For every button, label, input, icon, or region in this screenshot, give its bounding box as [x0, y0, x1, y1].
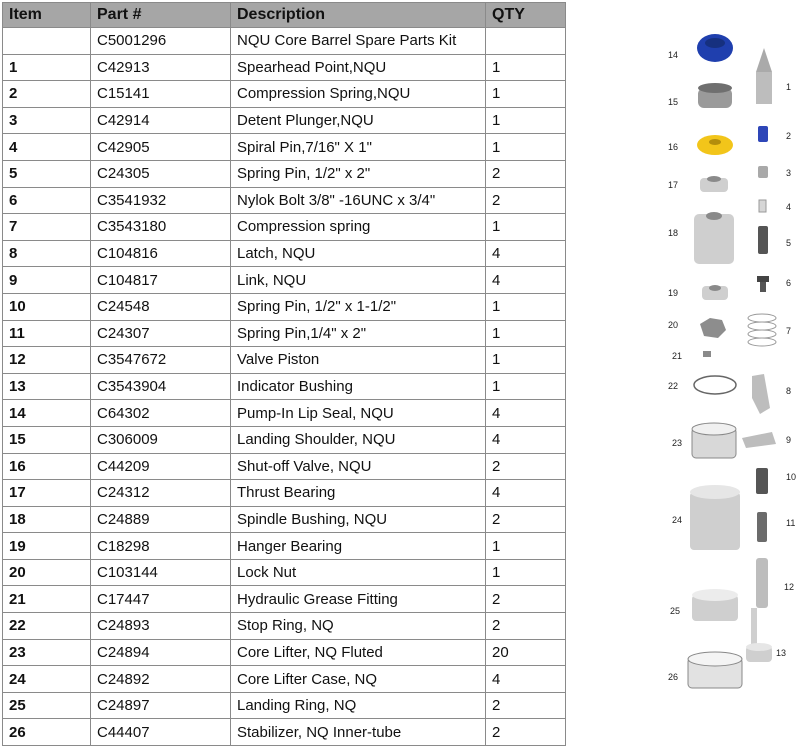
qty-cell: 2: [486, 719, 566, 746]
part-number-cell: C24894: [91, 639, 231, 666]
description-cell: Lock Nut: [231, 559, 486, 586]
item-cell: 22: [3, 613, 91, 640]
qty-cell: 1: [486, 54, 566, 81]
spring-pin-10-image: [756, 468, 768, 494]
item-cell: 12: [3, 347, 91, 374]
qty-cell: 1: [486, 214, 566, 241]
part-number-cell: C18298: [91, 533, 231, 560]
item-cell: 11: [3, 320, 91, 347]
part-number-cell: C3541932: [91, 187, 231, 214]
description-cell: Pump-In Lip Seal, NQU: [231, 400, 486, 427]
diagram-label-4: 4: [786, 202, 792, 212]
qty-cell: 1: [486, 559, 566, 586]
diagram-label-1: 1: [786, 82, 792, 92]
qty-cell: 4: [486, 400, 566, 427]
compression-spring-coil-image: [748, 314, 776, 346]
table-row: [3, 267, 566, 294]
part-number-cell: C17447: [91, 586, 231, 613]
nylok-bolt-image: [757, 276, 769, 282]
qty-cell: 4: [486, 480, 566, 507]
part-number-cell: C104816: [91, 240, 231, 267]
part-number-cell: C44209: [91, 453, 231, 480]
parts-table: [2, 2, 566, 746]
part-number-cell: C24897: [91, 692, 231, 719]
table-row: [3, 666, 566, 693]
item-cell: 4: [3, 134, 91, 161]
table-row: [3, 240, 566, 267]
latch-image: [752, 374, 770, 414]
description-cell: Core Lifter Case, NQ: [231, 666, 486, 693]
part-number-cell: C42914: [91, 107, 231, 134]
qty-cell: 1: [486, 347, 566, 374]
qty-cell: 1: [486, 134, 566, 161]
qty-cell: 4: [486, 666, 566, 693]
item-cell: 15: [3, 426, 91, 453]
diagram-label-19: 19: [668, 288, 679, 298]
stop-ring-image: [694, 376, 736, 394]
core-lifter-case-image: [690, 492, 740, 550]
item-cell: 18: [3, 506, 91, 533]
qty-cell: 2: [486, 187, 566, 214]
item-cell: 5: [3, 160, 91, 187]
qty-cell: 2: [486, 692, 566, 719]
spindle-bushing-image: [694, 214, 734, 264]
description-cell: Compression Spring,NQU: [231, 81, 486, 108]
table-row: [3, 559, 566, 586]
description-cell: Spindle Bushing, NQU: [231, 506, 486, 533]
table-row: [3, 160, 566, 187]
item-cell: 16: [3, 453, 91, 480]
header-description: Description: [231, 3, 486, 28]
description-cell: Spearhead Point,NQU: [231, 54, 486, 81]
item-cell: 13: [3, 373, 91, 400]
header-qty: QTY: [486, 3, 566, 28]
part-number-cell: C24892: [91, 666, 231, 693]
part-number-cell: C24548: [91, 293, 231, 320]
header-row: [3, 3, 566, 28]
table-row: [3, 639, 566, 666]
part-number-cell: C24305: [91, 160, 231, 187]
description-cell: Stabilizer, NQ Inner-tube: [231, 719, 486, 746]
item-cell: 20: [3, 559, 91, 586]
item-cell: [3, 28, 91, 55]
table-row: [3, 533, 566, 560]
lock-nut-image: [700, 318, 726, 338]
qty-cell: [486, 28, 566, 55]
description-cell: Compression spring: [231, 214, 486, 241]
table-row: [3, 480, 566, 507]
table-row: [3, 506, 566, 533]
description-cell: Core Lifter, NQ Fluted: [231, 639, 486, 666]
item-cell: 3: [3, 107, 91, 134]
grease-fitting-image: [703, 351, 711, 357]
header-item: Item: [3, 3, 91, 28]
item-cell: 8: [3, 240, 91, 267]
detent-plunger-image: [758, 166, 768, 178]
part-number-cell: C44407: [91, 719, 231, 746]
table-row: [3, 719, 566, 746]
description-cell: Stop Ring, NQ: [231, 613, 486, 640]
diagram-label-8: 8: [786, 386, 792, 396]
diagram-label-9: 9: [786, 435, 792, 445]
part-number-cell: C306009: [91, 426, 231, 453]
diagram-label-26: 26: [668, 672, 679, 682]
description-cell: NQU Core Barrel Spare Parts Kit: [231, 28, 486, 55]
part-number-cell: C3543904: [91, 373, 231, 400]
item-cell: 6: [3, 187, 91, 214]
qty-cell: 2: [486, 160, 566, 187]
item-cell: 24: [3, 666, 91, 693]
link-image: [742, 432, 776, 448]
spearhead-point-image: [756, 48, 772, 72]
diagram-label-20: 20: [668, 320, 679, 330]
diagram-label-23: 23: [672, 438, 683, 448]
diagram-label-22: 22: [668, 381, 679, 391]
qty-cell: 1: [486, 320, 566, 347]
qty-cell: 2: [486, 453, 566, 480]
part-number-cell: C104817: [91, 267, 231, 294]
item-cell: 21: [3, 586, 91, 613]
table-row: [3, 426, 566, 453]
compression-spring-image: [758, 126, 768, 142]
part-number-cell: C42905: [91, 134, 231, 161]
description-cell: Landing Ring, NQ: [231, 692, 486, 719]
description-cell: Indicator Bushing: [231, 373, 486, 400]
qty-cell: 1: [486, 81, 566, 108]
table-row: [3, 214, 566, 241]
qty-cell: 20: [486, 639, 566, 666]
table-row: [3, 134, 566, 161]
description-cell: Nylok Bolt 3/8" -16UNC x 3/4": [231, 187, 486, 214]
diagram-label-17: 17: [668, 180, 679, 190]
diagram-label-14: 14: [668, 50, 679, 60]
description-cell: Hydraulic Grease Fitting: [231, 586, 486, 613]
diagram-label-7: 7: [786, 326, 792, 336]
description-cell: Thrust Bearing: [231, 480, 486, 507]
exploded-parts-diagram: [660, 28, 800, 698]
item-cell: 9: [3, 267, 91, 294]
part-number-cell: C5001296: [91, 28, 231, 55]
item-cell: 10: [3, 293, 91, 320]
spiral-pin-image: [759, 200, 766, 212]
qty-cell: 1: [486, 373, 566, 400]
header-part-number: Part #: [91, 3, 231, 28]
diagram-label-16: 16: [668, 142, 679, 152]
table-row: [3, 373, 566, 400]
diagram-label-15: 15: [668, 97, 679, 107]
description-cell: Landing Shoulder, NQU: [231, 426, 486, 453]
part-number-cell: C64302: [91, 400, 231, 427]
qty-cell: 1: [486, 533, 566, 560]
description-cell: Spiral Pin,7/16" X 1": [231, 134, 486, 161]
diagram-label-2: 2: [786, 131, 792, 141]
qty-cell: 4: [486, 267, 566, 294]
item-cell: 23: [3, 639, 91, 666]
table-row: [3, 320, 566, 347]
table-row: [3, 81, 566, 108]
part-number-cell: C103144: [91, 559, 231, 586]
item-cell: 19: [3, 533, 91, 560]
qty-cell: 1: [486, 107, 566, 134]
part-number-cell: C24889: [91, 506, 231, 533]
item-cell: 17: [3, 480, 91, 507]
diagram-label-25: 25: [670, 606, 681, 616]
description-cell: Detent Plunger,NQU: [231, 107, 486, 134]
part-number-cell: C15141: [91, 81, 231, 108]
qty-cell: 1: [486, 293, 566, 320]
table-row: [3, 293, 566, 320]
diagram-label-21: 21: [672, 351, 683, 361]
table-row: [3, 613, 566, 640]
part-number-cell: C24312: [91, 480, 231, 507]
item-cell: 7: [3, 214, 91, 241]
part-number-cell: C42913: [91, 54, 231, 81]
part-number-cell: C3543180: [91, 214, 231, 241]
table-row: [3, 187, 566, 214]
spring-pin-image: [758, 226, 768, 254]
qty-cell: 4: [486, 426, 566, 453]
description-cell: Valve Piston: [231, 347, 486, 374]
part-number-cell: C24307: [91, 320, 231, 347]
item-cell: 26: [3, 719, 91, 746]
item-cell: 25: [3, 692, 91, 719]
table-row: [3, 54, 566, 81]
spring-pin-11-image: [757, 512, 767, 542]
qty-cell: 2: [486, 613, 566, 640]
table-row: [3, 453, 566, 480]
table-row: [3, 400, 566, 427]
diagram-label-11: 11: [786, 518, 796, 528]
description-cell: Spring Pin, 1/2" x 1-1/2": [231, 293, 486, 320]
item-cell: 1: [3, 54, 91, 81]
diagram-label-3: 3: [786, 168, 792, 178]
table-row: [3, 586, 566, 613]
diagram-label-10: 10: [786, 472, 797, 482]
diagram-label-12: 12: [784, 582, 795, 592]
qty-cell: 4: [486, 240, 566, 267]
table-row: [3, 692, 566, 719]
diagram-label-5: 5: [786, 238, 792, 248]
description-cell: Link, NQU: [231, 267, 486, 294]
item-cell: 2: [3, 81, 91, 108]
description-cell: Shut-off Valve, NQU: [231, 453, 486, 480]
table-row: [3, 347, 566, 374]
valve-piston-image: [756, 558, 768, 608]
diagram-label-18: 18: [668, 228, 679, 238]
diagram-label-6: 6: [786, 278, 792, 288]
item-cell: 14: [3, 400, 91, 427]
qty-cell: 2: [486, 586, 566, 613]
description-cell: Spring Pin, 1/2" x 2": [231, 160, 486, 187]
description-cell: Latch, NQU: [231, 240, 486, 267]
description-cell: Hanger Bearing: [231, 533, 486, 560]
table-row: [3, 107, 566, 134]
table-row: [3, 28, 566, 55]
part-number-cell: C24893: [91, 613, 231, 640]
description-cell: Spring Pin,1/4" x 2": [231, 320, 486, 347]
qty-cell: 2: [486, 506, 566, 533]
diagram-label-13: 13: [776, 648, 787, 658]
diagram-label-24: 24: [672, 515, 683, 525]
part-number-cell: C3547672: [91, 347, 231, 374]
